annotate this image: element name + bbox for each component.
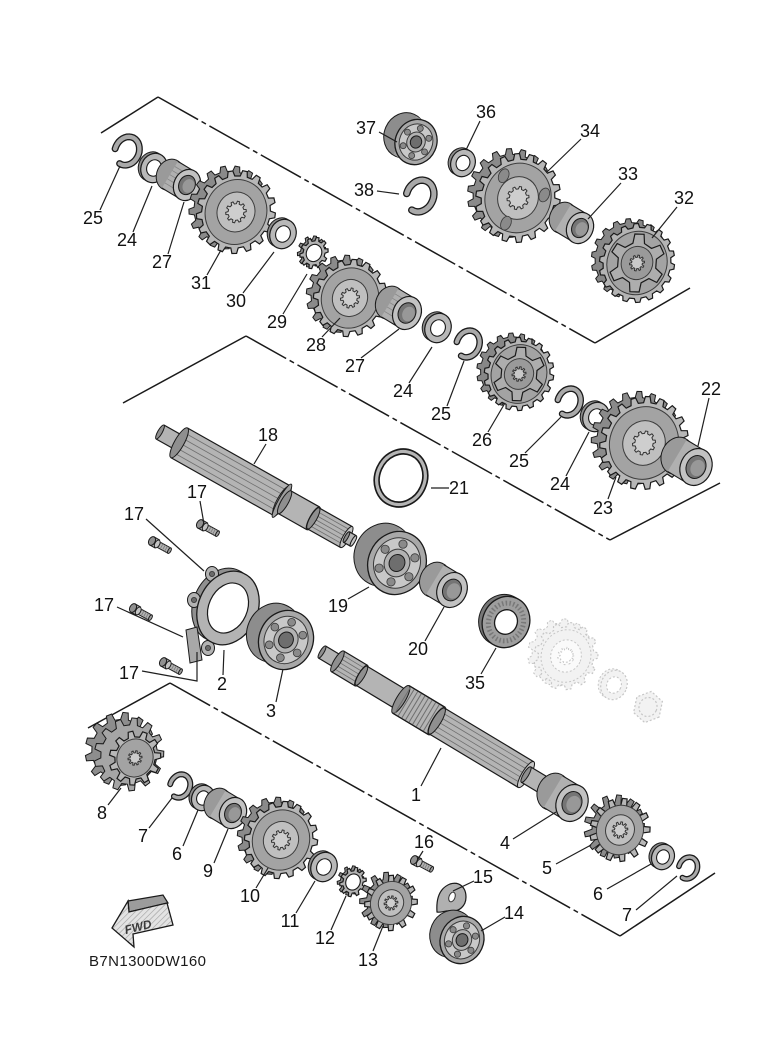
- part-12-lockwasher: [337, 866, 366, 897]
- leader-line-30-4: [243, 252, 274, 293]
- callout-4-44: 4: [499, 833, 511, 853]
- callout-27-13: 27: [344, 356, 366, 376]
- callout-24-18: 24: [549, 474, 571, 494]
- leader-line-31-3: [207, 250, 221, 275]
- leader-line-27-2: [168, 202, 184, 254]
- callout-28-6: 28: [305, 335, 327, 355]
- leader-line-35-31: [481, 648, 496, 674]
- callout-7-34: 7: [137, 826, 149, 846]
- leader-line-19-29: [348, 587, 369, 599]
- callout-35-31: 35: [464, 673, 486, 693]
- leader-line-3-28: [276, 669, 283, 702]
- part-34-gear: [468, 149, 562, 244]
- part-17-bolt: [128, 602, 154, 622]
- callout-17-26: 17: [118, 663, 140, 683]
- callout-30-4: 30: [225, 291, 247, 311]
- leader-line-38-9: [377, 191, 399, 194]
- leader-line-24-18: [566, 432, 589, 476]
- callout-24-1: 24: [116, 230, 138, 250]
- leader-line-6-46: [607, 864, 651, 889]
- callout-3-28: 3: [265, 701, 277, 721]
- leader-line-32-12: [652, 207, 677, 238]
- callout-16-41: 16: [413, 832, 435, 852]
- part-21-oring: [368, 444, 433, 513]
- callout-17-24: 17: [123, 504, 145, 524]
- part-28-gear: [306, 255, 388, 337]
- callout-25-0: 25: [82, 208, 104, 228]
- part-25-circlip: [457, 331, 480, 358]
- leader-line-26-16: [488, 403, 505, 432]
- callout-17-25: 17: [93, 595, 115, 615]
- part-sprocket-washer-washer: [594, 665, 632, 704]
- part-35-splinewasher: [471, 587, 538, 656]
- part-14-bearing: [422, 903, 491, 971]
- callout-5-45: 5: [541, 858, 553, 878]
- callout-25-17: 25: [508, 451, 530, 471]
- leader-line-11-38: [296, 881, 315, 913]
- part-32-dog: [592, 219, 678, 305]
- part-24-washer: [418, 308, 456, 347]
- callout-9-36: 9: [202, 861, 214, 881]
- leader-line-34-10: [547, 139, 581, 172]
- part-sprocket-nut-nut: [634, 691, 663, 722]
- leader-line-5-45: [556, 845, 591, 864]
- callout-33-11: 33: [617, 164, 639, 184]
- leader-line-23-19: [608, 477, 616, 499]
- part-25-circlip: [558, 389, 581, 416]
- part-6-washer: [645, 839, 679, 873]
- callout-12-39: 12: [314, 928, 336, 948]
- callout-21-22: 21: [448, 478, 470, 498]
- callout-7-47: 7: [621, 905, 633, 925]
- callout-23-19: 23: [592, 498, 614, 518]
- part-38-circlip: [407, 180, 434, 212]
- leader-line-36-8: [466, 121, 480, 150]
- leader-line-8-33: [108, 788, 121, 805]
- callout-10-37: 10: [239, 886, 261, 906]
- fwd-arrow-label: FWD: [123, 916, 153, 938]
- callout-20-30: 20: [407, 639, 429, 659]
- callout-29-5: 29: [266, 312, 288, 332]
- callout-37-7: 37: [355, 118, 377, 138]
- part-16-bolt: [409, 854, 435, 874]
- callout-14-43: 14: [503, 903, 525, 923]
- leader-line-1-32: [421, 748, 441, 786]
- leader-line-18-21: [254, 444, 266, 464]
- leader-line-22-20: [698, 398, 709, 446]
- leader-line-25-0: [100, 166, 120, 210]
- callout-6-46: 6: [592, 884, 604, 904]
- leader-line-25-17: [525, 417, 561, 453]
- callout-25-15: 25: [430, 404, 452, 424]
- leader-line-14-43: [481, 917, 505, 931]
- callout-6-35: 6: [171, 844, 183, 864]
- part-31-gear: [189, 166, 277, 254]
- diagram-code: B7N1300DW160: [89, 953, 207, 970]
- callout-38-9: 38: [353, 180, 375, 200]
- part-26-dog: [477, 333, 556, 412]
- leader-line-24-14: [409, 347, 432, 383]
- part-17-bolt: [158, 656, 184, 676]
- callout-11-38: 11: [280, 911, 300, 931]
- callout-2-27: 2: [216, 674, 228, 694]
- part-10-gear: [237, 797, 319, 879]
- callout-8-33: 8: [96, 803, 108, 823]
- callout-1-32: 1: [410, 785, 422, 805]
- leader-line-7-34: [149, 798, 172, 828]
- callout-19-29: 19: [327, 596, 349, 616]
- callout-36-8: 36: [475, 102, 497, 122]
- part-25-circlip: [115, 137, 139, 165]
- callout-17-23: 17: [186, 482, 208, 502]
- callout-27-2: 27: [151, 252, 173, 272]
- leader-line-6-35: [183, 810, 198, 846]
- part-37-bearing: [377, 106, 445, 172]
- leader-line-2-27: [223, 650, 224, 675]
- leader-line-20-30: [425, 607, 444, 641]
- leader-line-24-1: [133, 186, 152, 232]
- part-drive-sprocket-gear: [528, 619, 599, 691]
- part-7-circlip: [170, 774, 190, 797]
- part-8-cluster: [85, 712, 163, 791]
- callout-31-3: 31: [190, 273, 212, 293]
- callout-26-16: 26: [471, 430, 493, 450]
- leader-line-13-40: [373, 926, 383, 951]
- leader-line-33-11: [588, 183, 621, 219]
- part-13-gear: [360, 872, 419, 931]
- part-17-bolt: [195, 518, 221, 538]
- leader-line-9-36: [214, 829, 228, 863]
- parts-layer: [82, 106, 718, 971]
- leader-line-27-13: [361, 329, 399, 358]
- leader-line-25-15: [447, 361, 464, 406]
- leader-line-29-5: [283, 274, 307, 314]
- leader-line-17-25: [117, 607, 183, 637]
- callout-24-14: 24: [392, 381, 414, 401]
- leader-line-12-39: [331, 896, 346, 930]
- fwd-arrow: [112, 895, 173, 947]
- callout-32-12: 32: [673, 188, 695, 208]
- part-15-stopper: [437, 883, 466, 912]
- leader-line-4-44: [513, 812, 556, 839]
- part-5-gear: [584, 795, 651, 862]
- callout-13-40: 13: [357, 950, 379, 970]
- part-7-circlip: [679, 857, 698, 879]
- leader-line-7-47: [636, 876, 677, 910]
- callout-18-21: 18: [257, 425, 279, 445]
- part-18-shaft18: [149, 414, 364, 558]
- callout-15-42: 15: [472, 867, 494, 887]
- part-17-bolt: [147, 535, 173, 555]
- callout-34-10: 34: [579, 121, 601, 141]
- callout-22-20: 22: [700, 379, 722, 399]
